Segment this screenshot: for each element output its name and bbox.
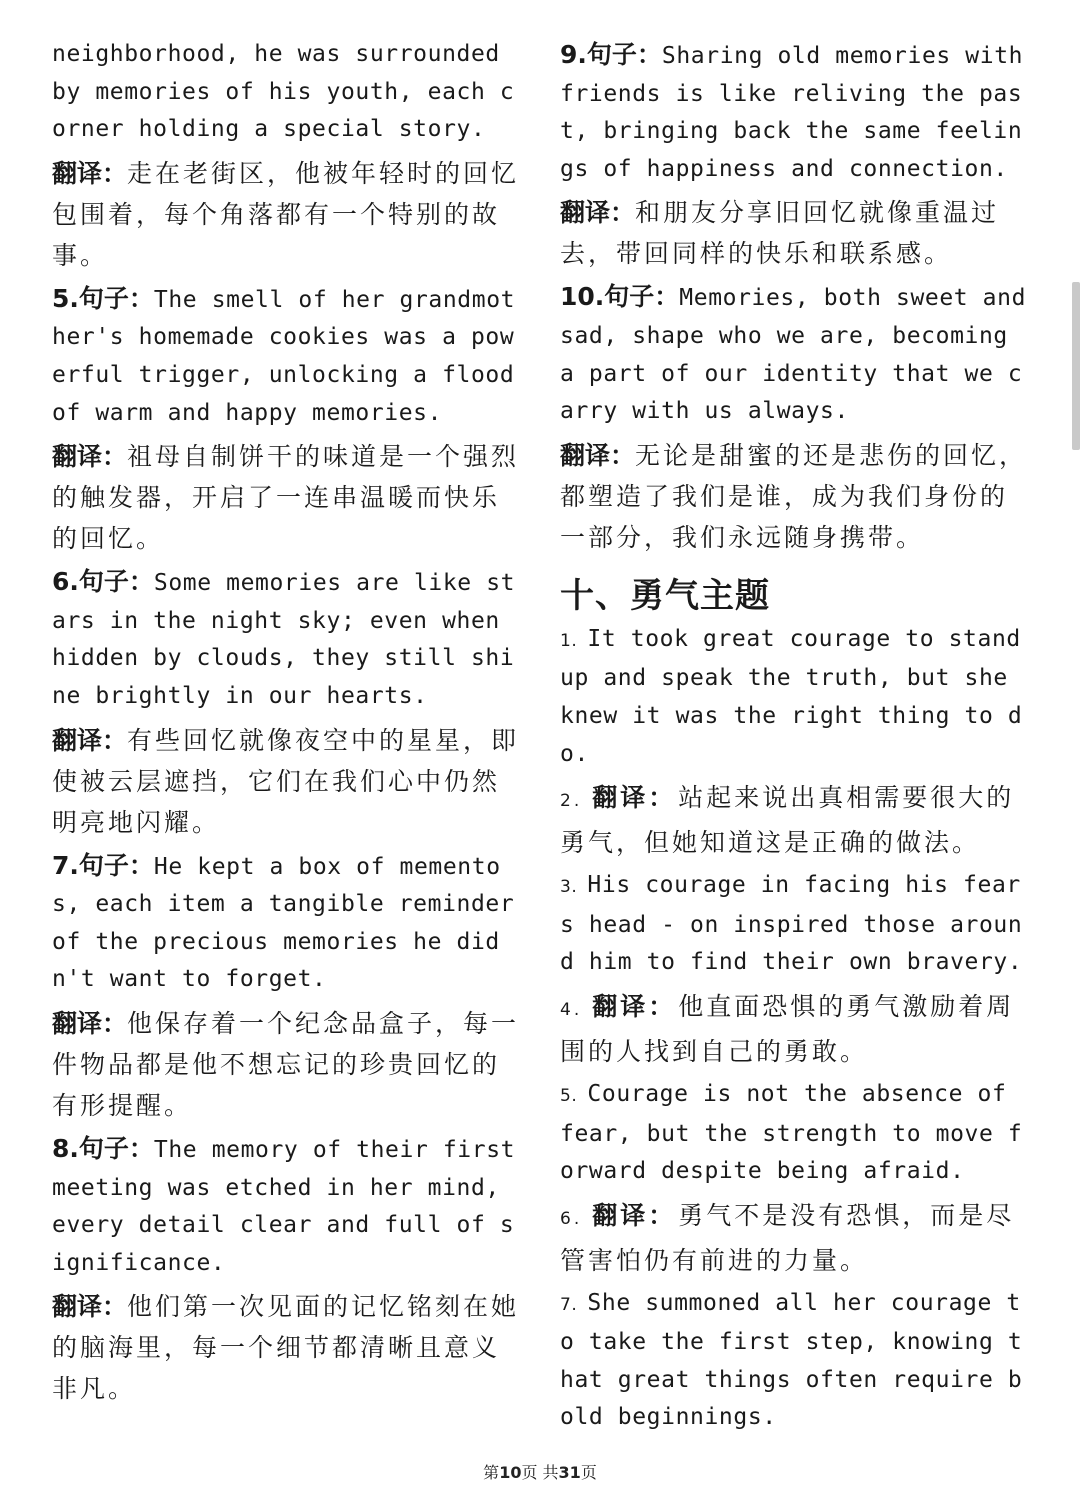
list-number: 3.	[560, 877, 578, 898]
translation-text: 无论是甜蜜的还是悲伤的回忆，都塑造了我们是谁，成为我们身份的一部分，我们永远随身携带。	[560, 440, 1028, 552]
sentence-english	[560, 278, 1032, 430]
intro-english: neighborhood, he was surrounded by memories of his youth, each corner holding a special story.	[52, 41, 515, 143]
list-number: 5.	[560, 1085, 578, 1106]
list-item	[560, 621, 1032, 773]
list-text: His courage in facing his fears head - on inspired those around him to find their own bravery.	[560, 872, 1023, 976]
sentence-text: The smell of her grandmother's homemade cookies was a powerful trigger, unlocking a flood of warm and happy memories.	[52, 286, 516, 426]
sentence-label: 5.句子：	[52, 283, 154, 313]
footer-middle: 页 共	[521, 1463, 559, 1482]
list-text: 站起来说出真相需要很大的勇气，但她知道这是正确的做法。	[560, 783, 1015, 858]
intro-translation	[52, 153, 524, 276]
sentence-text: He kept a box of mementos, each item a tangible reminder of the precious memories he didn't want to forget.	[52, 853, 515, 993]
translation-text: 走在老街区，他被年轻时的回忆包围着，每个角落都有一个特别的故事。	[52, 158, 520, 270]
sentence-translation	[560, 192, 1032, 274]
list-item	[560, 1285, 1032, 1437]
translation-text: 和朋友分享旧回忆就像重温过去，带回同样的快乐和联系感。	[560, 198, 1000, 269]
current-page-number: 10	[499, 1463, 522, 1482]
sentence-label: 9.句子：	[560, 40, 662, 69]
list-item	[560, 867, 1032, 982]
translation-label: 翻译：	[52, 158, 128, 188]
translation-label: 翻译：	[560, 440, 636, 470]
list-item	[560, 1195, 1032, 1281]
translation-label: 翻译：	[592, 1200, 677, 1230]
list-number: 2.	[560, 791, 583, 812]
page-footer	[0, 1460, 1080, 1483]
list-item	[560, 1076, 1032, 1191]
sentence-english	[52, 1130, 524, 1282]
list-number: 6.	[560, 1208, 583, 1229]
translation-label: 翻译：	[560, 198, 636, 228]
translation-label: 翻译：	[52, 442, 128, 472]
list-item	[560, 777, 1032, 863]
left-column	[52, 36, 524, 1413]
sentence-english	[52, 563, 524, 715]
translation-label: 翻译：	[592, 783, 677, 813]
right-column	[560, 36, 1032, 1441]
sentence-text: The memory of their first meeting was etched in her mind, every detail clear and full of significance.	[52, 1136, 516, 1276]
sentence-10	[560, 278, 1032, 557]
translation-text: 他保存着一个纪念品盒子，每一件物品都是他不想忘记的珍贵回忆的有形提醒。	[52, 1008, 520, 1120]
list-text: It took great courage to stand up and speak the truth, but she knew it was the right thing to do.	[560, 625, 1023, 767]
sentence-8	[52, 1130, 524, 1409]
list-text: 勇气不是没有恐惧，而是尽管害怕仍有前进的力量。	[560, 1200, 1015, 1275]
sentence-text: Some memories are like stars in the night sky; even when hidden by clouds, they still shine brightly in our hearts.	[52, 570, 516, 709]
total-page-number: 31	[558, 1463, 581, 1482]
sentence-label: 7.句子：	[52, 850, 154, 880]
sentence-translation	[52, 1003, 524, 1126]
footer-suffix: 页	[580, 1463, 597, 1482]
sentence-translation	[560, 435, 1032, 558]
sentence-translation	[52, 1286, 524, 1409]
sentence-label: 8.句子：	[52, 1133, 154, 1163]
sentence-translation	[52, 720, 524, 843]
footer-prefix: 第	[483, 1463, 500, 1482]
list-number: 1.	[560, 630, 578, 651]
list-number: 4.	[560, 999, 583, 1020]
list-text: She summoned all her courage to take the first step, knowing that great things often require bold beginnings.	[560, 1289, 1023, 1431]
translation-text: 有些回忆就像夜空中的星星，即使被云层遮挡，它们在我们心中仍然明亮地闪耀。	[52, 725, 520, 837]
list-number: 7.	[560, 1294, 578, 1315]
sentence-text: Sharing old memories with friends is like reliving the past, bringing back the same feelings of happiness and connection.	[560, 43, 1024, 182]
translation-label: 翻译：	[52, 1292, 128, 1322]
list-text: 他直面恐惧的勇气激励着周围的人找到自己的勇敢。	[560, 991, 1015, 1066]
sentence-english	[52, 847, 524, 999]
sentence-9	[560, 36, 1032, 274]
sentence-6	[52, 563, 524, 842]
translation-text: 他们第一次见面的记忆铭刻在她的脑海里，每一个细节都清晰且意义非凡。	[52, 1292, 520, 1404]
sentence-label: 6.句子：	[52, 567, 154, 597]
sentence-label: 10.句子：	[560, 282, 680, 312]
sentence-5	[52, 280, 524, 559]
list-item	[560, 986, 1032, 1072]
sentence-7	[52, 847, 524, 1126]
translation-label: 翻译：	[52, 725, 128, 755]
translation-label: 翻译：	[592, 991, 677, 1021]
section-heading: 十、勇气主题	[560, 575, 770, 616]
list-text: Courage is not the absence of fear, but the strength to move forward despite being afraid.	[560, 1080, 1023, 1185]
scrollbar-thumb[interactable]	[1072, 282, 1080, 450]
translation-text: 祖母自制饼干的味道是一个强烈的触发器，开启了一连串温暖而快乐的回忆。	[52, 442, 520, 554]
sentence-translation	[52, 436, 524, 559]
sentence-english	[560, 36, 1032, 188]
translation-label: 翻译：	[52, 1008, 128, 1038]
sentence-text: Memories, both sweet and sad, shape who we are, becoming a part of our identity that we carry with us always.	[560, 285, 1027, 425]
sentence-english	[52, 280, 524, 432]
